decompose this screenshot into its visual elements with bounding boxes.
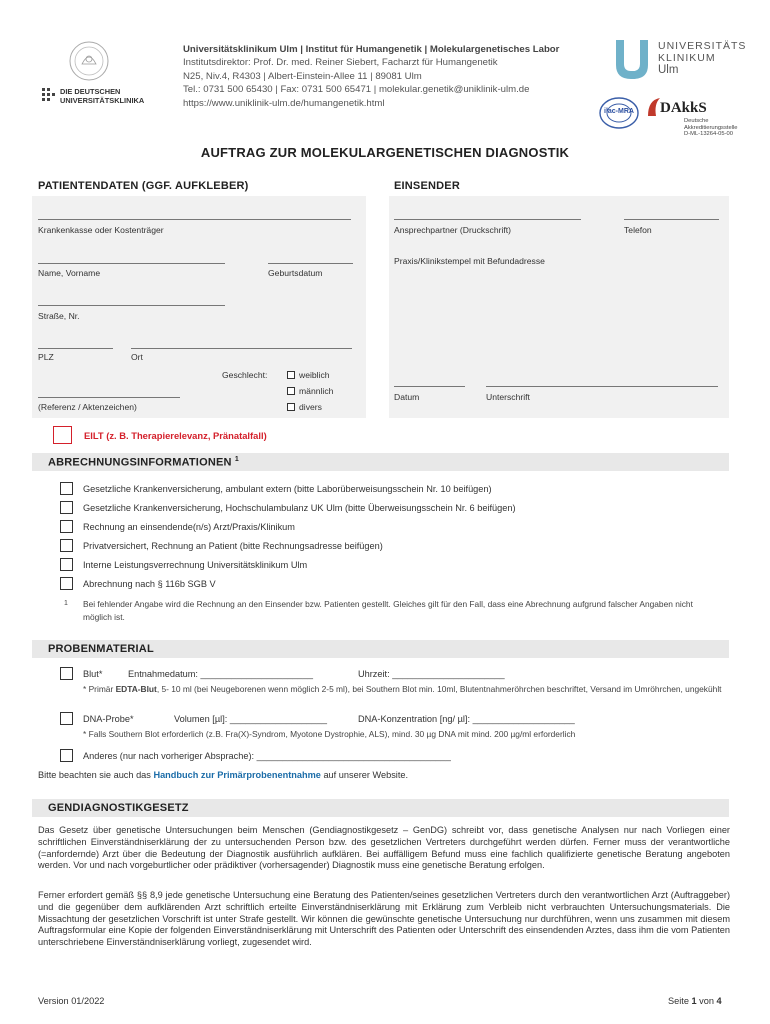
name-label: Name, Vorname: [38, 268, 101, 278]
unterschrift-label: Unterschrift: [486, 392, 530, 402]
gendiag-paragraph-1: Das Gesetz über genetische Untersuchungen beim Menschen (Gendiagnostikgesetz – GenDG) schreibt vor, dass genetische Analysen nur nach Vorliegen einer schriftlichen Einverständniserklärung der zu untersuchenden Person bzw. des gesetzlichen Vertreters durchgeführt werden dürfen. Ferner muss der verantwortliche (=anfordernde) Arzt über die Bedeutung der Diagnostik ausführlich aufklären. Bei auffälligem Befund muss eine fachlich qualifizierte genetische Beratung angeboten werden. Vor und nach vorgeburtlicher oder prädiktiver (vorhersagender) Diagnostik muss eine genetische Beratung erfolgen.: [38, 825, 730, 871]
maennlich-option[interactable]: [287, 386, 333, 396]
dakks-sub-3: D-ML-13264-05-00: [684, 131, 733, 138]
abrechnung-checkbox-6[interactable]: [60, 577, 73, 590]
abrechnung-checkbox-2[interactable]: [60, 501, 73, 514]
page-number-pre: Seite: [668, 996, 692, 1006]
handbuch-pre: Bitte beachten sie auch das: [38, 770, 154, 780]
referenz-line[interactable]: [38, 397, 180, 398]
dakks-name: DAkkS: [660, 100, 707, 116]
uniklinika-text-1: DIE DEUTSCHEN: [60, 87, 121, 96]
blut-note: [83, 683, 723, 696]
divers-checkbox[interactable]: [287, 403, 295, 411]
uniklinika-text-2: UNIVERSITÄTSKLINIKA: [60, 95, 145, 105]
abrechnung-footnote-mark: 1: [64, 600, 68, 607]
page-number-current: 1: [691, 996, 697, 1006]
name-line[interactable]: [38, 263, 225, 264]
maennlich-checkbox[interactable]: [287, 387, 295, 395]
uku-logo-text-2: KLINIKUM: [658, 52, 716, 64]
handbuch-post: auf unserer Website.: [320, 770, 409, 780]
institute-line-4: Tel.: 0731 500 65430 | Fax: 0731 500 65471 | molekular.genetik@uniklinik-ulm.de: [183, 84, 530, 96]
ort-label: Ort: [131, 352, 143, 362]
gendiag-paragraph-2: Ferner erfordert gemäß §§ 8,9 jede genetische Untersuchung eine Beratung des Patienten/seines gesetzlichen Vertreters durch den verantwortlichen Arzt (Auftraggeber) und die gegenüber dem aufklärenden Arzt schriftlich erteilte Einverständniserklärung mit Erklärung zum Verbleib nicht verbrauchten Untersuchungsmaterials. Die Missachtung der gesetzlichen Vorschrift ist unter Strafe gestellt. Wir können die gewünschte genetische Untersuchung nur durchführen, wenn uns zusammen mit diesem Auftragsformular eine Kopie der folgenden Einverständniserklärung mit Unterschrift des Patienten oder Unterschrift des einsendenden Arztes, dass ihm die vom Patienten unterschriebene Einverständniserklärung vorliegt, zugesendet wird.: [38, 890, 730, 948]
probenmaterial-heading: PROBENMATERIAL: [48, 643, 154, 655]
maennlich-label: männlich: [299, 386, 334, 396]
blut-checkbox[interactable]: [60, 667, 73, 680]
eilt-checkbox[interactable]: [53, 426, 72, 444]
ilac-text: ilac-MRA: [604, 108, 634, 115]
dna-checkbox[interactable]: [60, 712, 73, 725]
abrechnung-checkbox-1[interactable]: [60, 482, 73, 495]
uku-logo-text-1: UNIVERSITÄTS: [658, 40, 747, 52]
handbuch-hinweis: [38, 770, 408, 780]
dna-note: * Falls Southern Blot erforderlich (z.B. Fra(X)-Syndrom, Myotone Dystrophie, ALS), mind. 30 µg DNA mit mind. 200 µg/ml erforderlich: [83, 729, 576, 739]
stempel-label: Praxis/Klinikstempel mit Befundadresse: [394, 256, 545, 266]
uhrzeit-field[interactable]: Uhrzeit: ______________________: [358, 669, 505, 679]
institute-line-5: https://www.uniklinik-ulm.de/humangenetik.html: [183, 97, 385, 109]
blut-note-rest: , 5- 10 ml (bei Neugeborenen wenn möglich 2-5 ml), bei Southern Blot min. 10ml, Blutentnahmeröhrchen beschriftet, Versand im Umröhrchen, ungekühlt: [156, 684, 722, 694]
einsender-heading: EINSENDER: [394, 180, 460, 192]
kasse-label: Krankenkasse oder Kostenträger: [38, 225, 164, 235]
anderes-field[interactable]: Anderes (nur nach vorheriger Absprache): ______________________________________: [83, 751, 451, 761]
ort-line[interactable]: [131, 348, 352, 349]
plz-label: PLZ: [38, 352, 54, 362]
abrechnung-footnote: Bei fehlender Angabe wird die Rechnung an den Einsender bzw. Patienten gestellt. Gleiches gilt für den Fall, dass eine Abrechnung aufgrund falscher Angaben nicht möglich ist.: [83, 599, 693, 622]
divers-label: divers: [299, 402, 322, 412]
geschlecht-label: Geschlecht:: [222, 370, 268, 380]
kasse-line[interactable]: [38, 219, 351, 220]
entnahmedatum-field[interactable]: Entnahmedatum: ______________________: [128, 669, 313, 679]
eilt-label: EILT (z. B. Therapierelevanz, Pränatalfall): [84, 430, 267, 441]
handbuch-link[interactable]: Handbuch zur Primärprobenentnahme: [153, 770, 321, 780]
ilac-logo: [599, 96, 639, 130]
geburtsdatum-line[interactable]: [268, 263, 353, 264]
uku-logo-text-3: Ulm: [658, 64, 679, 76]
page-number-mid: von: [696, 996, 717, 1006]
telefon-line[interactable]: [624, 219, 719, 220]
blut-note-pre: * Primär: [83, 684, 116, 694]
abrechnung-checkbox-4[interactable]: [60, 539, 73, 552]
version-label: Version 01/2022: [38, 996, 105, 1006]
abrechnung-checkbox-5[interactable]: [60, 558, 73, 571]
abrechnung-label-2: Gesetzliche Krankenversicherung, Hochschulambulanz UK Ulm (bitte Überweisungsschein Nr. 6 beifügen): [83, 503, 516, 513]
strasse-label: Straße, Nr.: [38, 311, 80, 321]
dna-label: DNA-Probe*: [83, 714, 134, 724]
blut-label: Blut*: [83, 669, 103, 679]
datum-line[interactable]: [394, 386, 465, 387]
datum-label: Datum: [394, 392, 420, 402]
abrechnung-heading-sup: 1: [234, 456, 240, 463]
weiblich-label: weiblich: [299, 370, 330, 380]
anderes-checkbox[interactable]: [60, 749, 73, 762]
telefon-label: Telefon: [624, 225, 652, 235]
ansprechpartner-line[interactable]: [394, 219, 581, 220]
unterschrift-line[interactable]: [486, 386, 718, 387]
abrechnung-label-1: Gesetzliche Krankenversicherung, ambulant extern (bitte Laborüberweisungsschein Nr. 10 beifügen): [83, 484, 492, 494]
seal-logo: [68, 40, 110, 82]
abrechnung-heading-text: ABRECHNUNGSINFORMATIONEN: [48, 456, 232, 469]
plz-line[interactable]: [38, 348, 113, 349]
gendiag-heading: GENDIAGNOSTIKGESETZ: [48, 802, 189, 814]
divers-option[interactable]: [287, 402, 322, 412]
institute-line-2: Institutsdirektor: Prof. Dr. med. Reiner Siebert, Facharzt für Humangenetik: [183, 57, 498, 69]
dakks-sub-1: Deutsche: [684, 118, 709, 124]
blut-note-bold: EDTA-Blut: [115, 684, 157, 694]
institute-address: [183, 43, 559, 110]
page-number: [668, 996, 722, 1006]
institute-line-1: Universitätsklinikum Ulm | Institut für Humangenetik | Molekulargenetisches Labor: [183, 44, 560, 55]
abrechnung-heading: [48, 456, 239, 469]
geburtsdatum-label: Geburtsdatum: [268, 268, 323, 278]
page-title: AUFTRAG ZUR MOLEKULARGENETISCHEN DIAGNOSTIK: [200, 145, 570, 160]
strasse-line[interactable]: [38, 305, 225, 306]
abrechnung-checkbox-3[interactable]: [60, 520, 73, 533]
weiblich-option[interactable]: [287, 370, 330, 380]
abrechnung-label-6: Abrechnung nach § 116b SGB V: [83, 579, 216, 589]
patient-heading: PATIENTENDATEN (GGF. AUFKLEBER): [38, 180, 249, 192]
referenz-label: (Referenz / Aktenzeichen): [38, 402, 137, 412]
konzentration-field[interactable]: DNA-Konzentration [ng/ µl]: ____________________: [358, 714, 575, 724]
ansprechpartner-label: Ansprechpartner (Druckschrift): [394, 225, 512, 235]
abrechnung-label-4: Privatversichert, Rechnung an Patient (bitte Rechnungsadresse beifügen): [83, 541, 383, 551]
dakks-sub-2: Akkreditierungsstelle: [684, 124, 738, 131]
weiblich-checkbox[interactable]: [287, 371, 295, 379]
abrechnung-label-3: Rechnung an einsendende(n/s) Arzt/Praxis/Klinikum: [83, 522, 295, 532]
page-number-total: 4: [716, 996, 722, 1006]
volumen-field[interactable]: Volumen [µl]: ___________________: [174, 714, 327, 724]
abrechnung-label-5: Interne Leistungsverrechnung Universitätsklinikum Ulm: [83, 560, 308, 570]
institute-line-3: N25, Niv.4, R4303 | Albert-Einstein-Allee 11 | 89081 Ulm: [183, 70, 422, 82]
